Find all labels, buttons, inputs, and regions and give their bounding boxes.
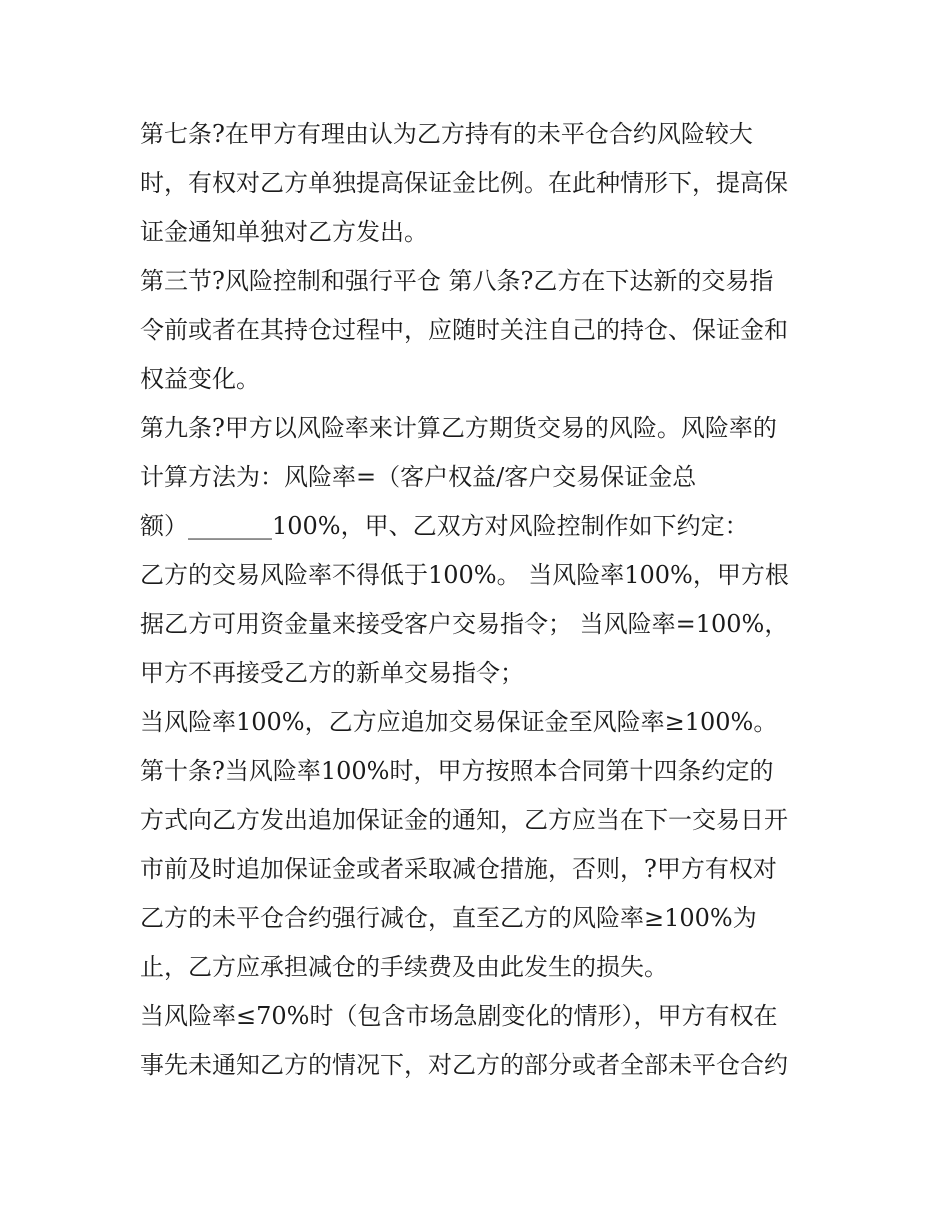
text-line: 令前或者在其持仓过程中，应随时关注自己的持仓、保证金和 — [140, 316, 788, 344]
contract-text — [140, 110, 820, 1090]
text-line: 额）_______100%，甲、乙双方对风险控制作如下约定： — [140, 512, 749, 540]
text-line: 第九条?甲方以风险率来计算乙方期货交易的风险。风险率的 — [140, 414, 777, 442]
text-line: 据乙方可用资金量来接受客户交易指令； 当风险率=100%， — [140, 610, 789, 638]
text-line: 当风险率≤70%时（包含市场急剧变化的情形），甲方有权在 — [140, 1002, 778, 1030]
text-line: 第七条?在甲方有理由认为乙方持有的未平仓合约风险较大 — [140, 120, 753, 148]
text-line: 市前及时追加保证金或者采取减仓措施，否则，?甲方有权对 — [140, 855, 777, 883]
text-line: 时，有权对乙方单独提高保证金比例。在此种情形下，提高保 — [140, 169, 788, 197]
text-line: 方式向乙方发出追加保证金的通知，乙方应当在下一交易日开 — [140, 806, 788, 834]
text-line: 计算方法为：风险率=（客户权益/客户交易保证金总 — [140, 463, 697, 491]
text-line: 第十条?当风险率100%时，甲方按照本合同第十四条约定的 — [140, 757, 774, 785]
text-line: 当风险率100%，乙方应追加交易保证金至风险率≥100%。 — [140, 708, 778, 736]
text-line: 事先未通知乙方的情况下，对乙方的部分或者全部未平仓合约 — [140, 1051, 788, 1079]
text-line: 证金通知单独对乙方发出。 — [140, 218, 428, 246]
text-line: 第三节?风险控制和强行平仓 第八条?乙方在下达新的交易指 — [140, 267, 774, 295]
text-line: 权益变化。 — [140, 365, 260, 393]
text-line: 乙方的交易风险率不得低于100%。 当风险率100%，甲方根 — [140, 561, 789, 589]
text-line: 乙方的未平仓合约强行减仓，直至乙方的风险率≥100%为 — [140, 904, 757, 932]
text-line: 甲方不再接受乙方的新单交易指令； — [140, 659, 524, 687]
text-line: 止，乙方应承担减仓的手续费及由此发生的损失。 — [140, 953, 668, 981]
